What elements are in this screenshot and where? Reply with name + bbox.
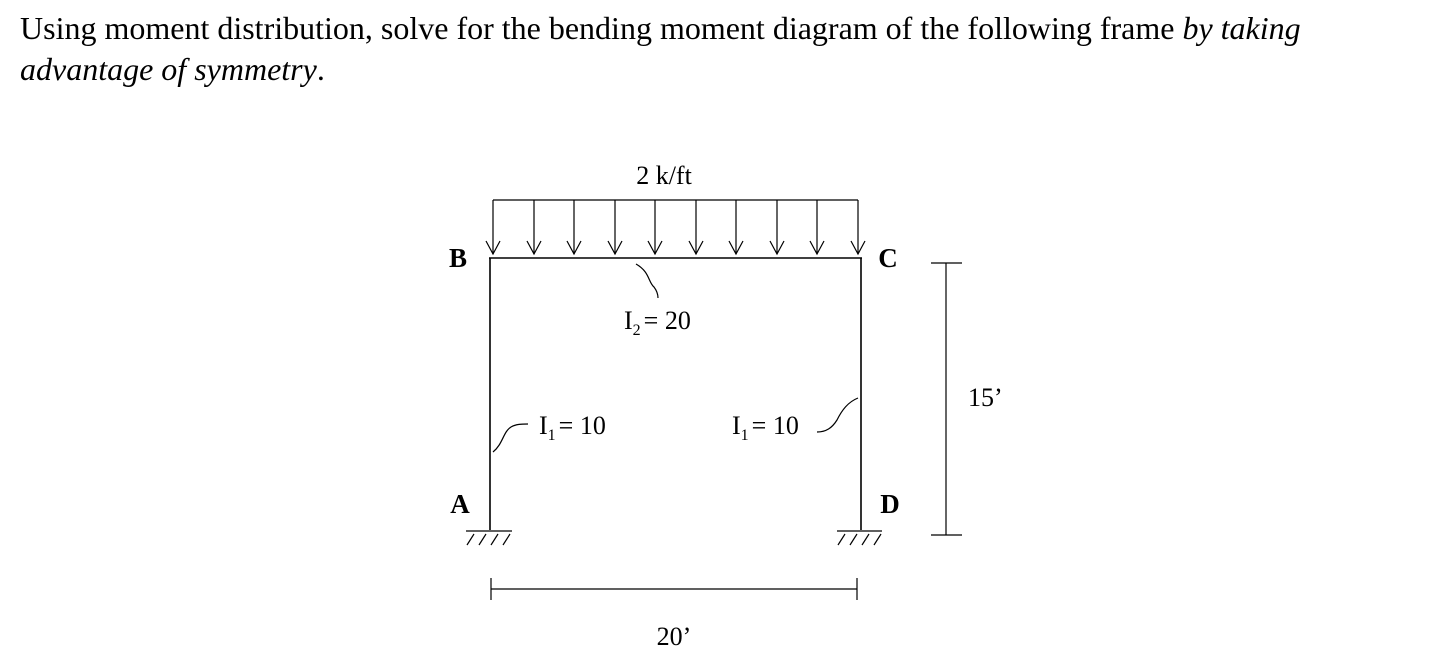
load-arrows: [486, 200, 865, 254]
problem-text-end: .: [316, 51, 325, 87]
fixed-support-d: [837, 531, 882, 545]
span-label: 20’: [656, 622, 692, 651]
left-column-inertia-leader: [493, 424, 528, 452]
fixed-support-a: [466, 531, 512, 545]
node-label-c: C: [878, 243, 898, 273]
node-label-b: B: [448, 243, 468, 273]
problem-text-start: Using moment distribution, solve for the bending moment diagram of the following frame: [20, 10, 1183, 46]
node-label-d: D: [880, 489, 900, 519]
load-label: 2 k/ft: [636, 161, 692, 190]
height-dimension: [931, 263, 1003, 535]
node-label-a: A: [450, 489, 470, 519]
distributed-load: [486, 161, 865, 254]
right-column-inertia-leader: [817, 398, 858, 432]
height-label: 15’: [968, 383, 1003, 412]
left-column-inertia-label: $I_1 = 10$: [539, 411, 606, 444]
right-column-inertia-label: $I_1 = 10$: [732, 411, 799, 444]
span-dimension: [491, 578, 857, 651]
beam-inertia-label: $I_2 = 20$: [624, 306, 691, 339]
beam-inertia-leader: [636, 264, 658, 298]
problem-text-emphasis: by taking advantage of symmetry: [20, 10, 1301, 87]
